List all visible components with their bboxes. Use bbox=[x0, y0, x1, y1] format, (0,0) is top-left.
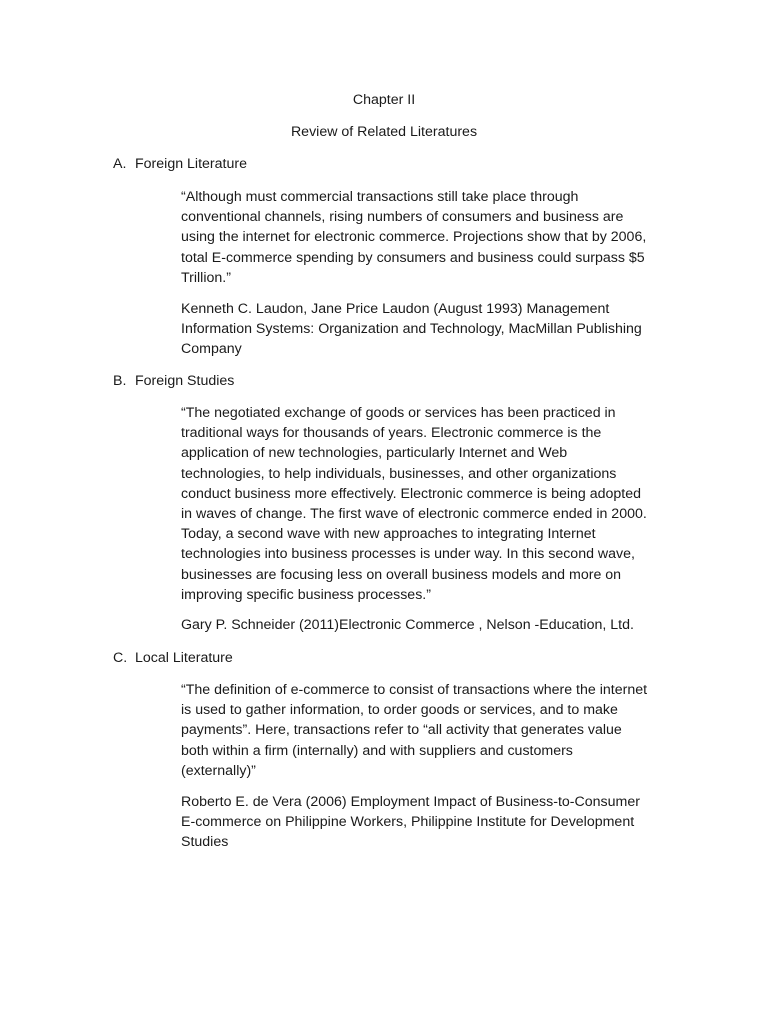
citation-line: Information Systems: Organization and Technology, MacMillan Publishing bbox=[181, 321, 642, 338]
quote-line: Trillion.” bbox=[181, 269, 231, 286]
quote-line: application of new technologies, particularly Internet and Web bbox=[181, 445, 568, 462]
quote-line: Today, a second wave with new approaches to integrating Internet bbox=[181, 526, 596, 543]
section-quote bbox=[181, 403, 701, 605]
quote-line: businesses are focusing less on overall business models and more on bbox=[181, 566, 622, 583]
quote-line: “The definition of e-commerce to consist of transactions where the internet bbox=[181, 682, 648, 698]
section-citation bbox=[181, 615, 701, 635]
section-citation bbox=[181, 299, 701, 360]
quote-line: is used to gather information, to order goods or services, and to make bbox=[181, 702, 618, 719]
citation-line: Gary P. Schneider (2011)Electronic Commerce , Nelson -Education, Ltd. bbox=[181, 617, 634, 633]
quote-line: conduct business more effectively. Electronic commerce is being adopted bbox=[181, 485, 642, 502]
citation-line: Studies bbox=[181, 834, 229, 851]
quote-line: improving specific business processes.” bbox=[181, 586, 431, 603]
section-quote bbox=[181, 187, 701, 288]
section-letter: A. bbox=[113, 156, 127, 172]
citation-line: Roberto E. de Vera (2006) Employment Impact of Business-to-Consumer bbox=[181, 794, 640, 810]
section-heading: Local Literature bbox=[135, 650, 233, 666]
section-citation bbox=[181, 792, 701, 853]
section-letter: B. bbox=[113, 373, 127, 389]
section-letter: C. bbox=[113, 650, 128, 666]
section-quote bbox=[181, 680, 701, 781]
quote-line: technologies, to help individuals, businesses, and other organizations bbox=[181, 465, 617, 482]
quote-line: conventional channels, rising numbers of consumers and business are bbox=[181, 209, 624, 226]
citation-line: Company bbox=[181, 341, 242, 358]
quote-line: using the internet for electronic commerce. Projections show that by 2006, bbox=[181, 229, 647, 246]
chapter-label: Chapter II bbox=[352, 92, 416, 108]
section-heading: Foreign Literature bbox=[135, 156, 247, 172]
quote-line: “Although must commercial transactions still take place through bbox=[181, 189, 579, 205]
page-title: Review of Related Literatures bbox=[290, 124, 478, 140]
section-heading: Foreign Studies bbox=[135, 373, 235, 389]
quote-line: “The negotiated exchange of goods or services has been practiced in bbox=[181, 405, 616, 421]
quote-line: payments”. Here, transactions refer to “all activity that generates value bbox=[181, 722, 622, 739]
quote-line: in waves of change. The first wave of electronic commerce ended in 2000. bbox=[181, 505, 647, 522]
quote-line: (externally)” bbox=[181, 762, 256, 779]
citation-line: E-commerce on Philippine Workers, Philippine Institute for Development bbox=[181, 814, 635, 831]
quote-line: traditional ways for thousands of years. Electronic commerce is the bbox=[181, 425, 602, 442]
quote-line: total E-commerce spending by consumers and business could surpass $5 bbox=[181, 249, 645, 266]
citation-line: Kenneth C. Laudon, Jane Price Laudon (August 1993) Management bbox=[181, 301, 610, 317]
quote-line: both within a firm (internally) and with suppliers and customers bbox=[181, 742, 573, 759]
quote-line: technologies into business processes is under way. In this second wave, bbox=[181, 546, 635, 563]
